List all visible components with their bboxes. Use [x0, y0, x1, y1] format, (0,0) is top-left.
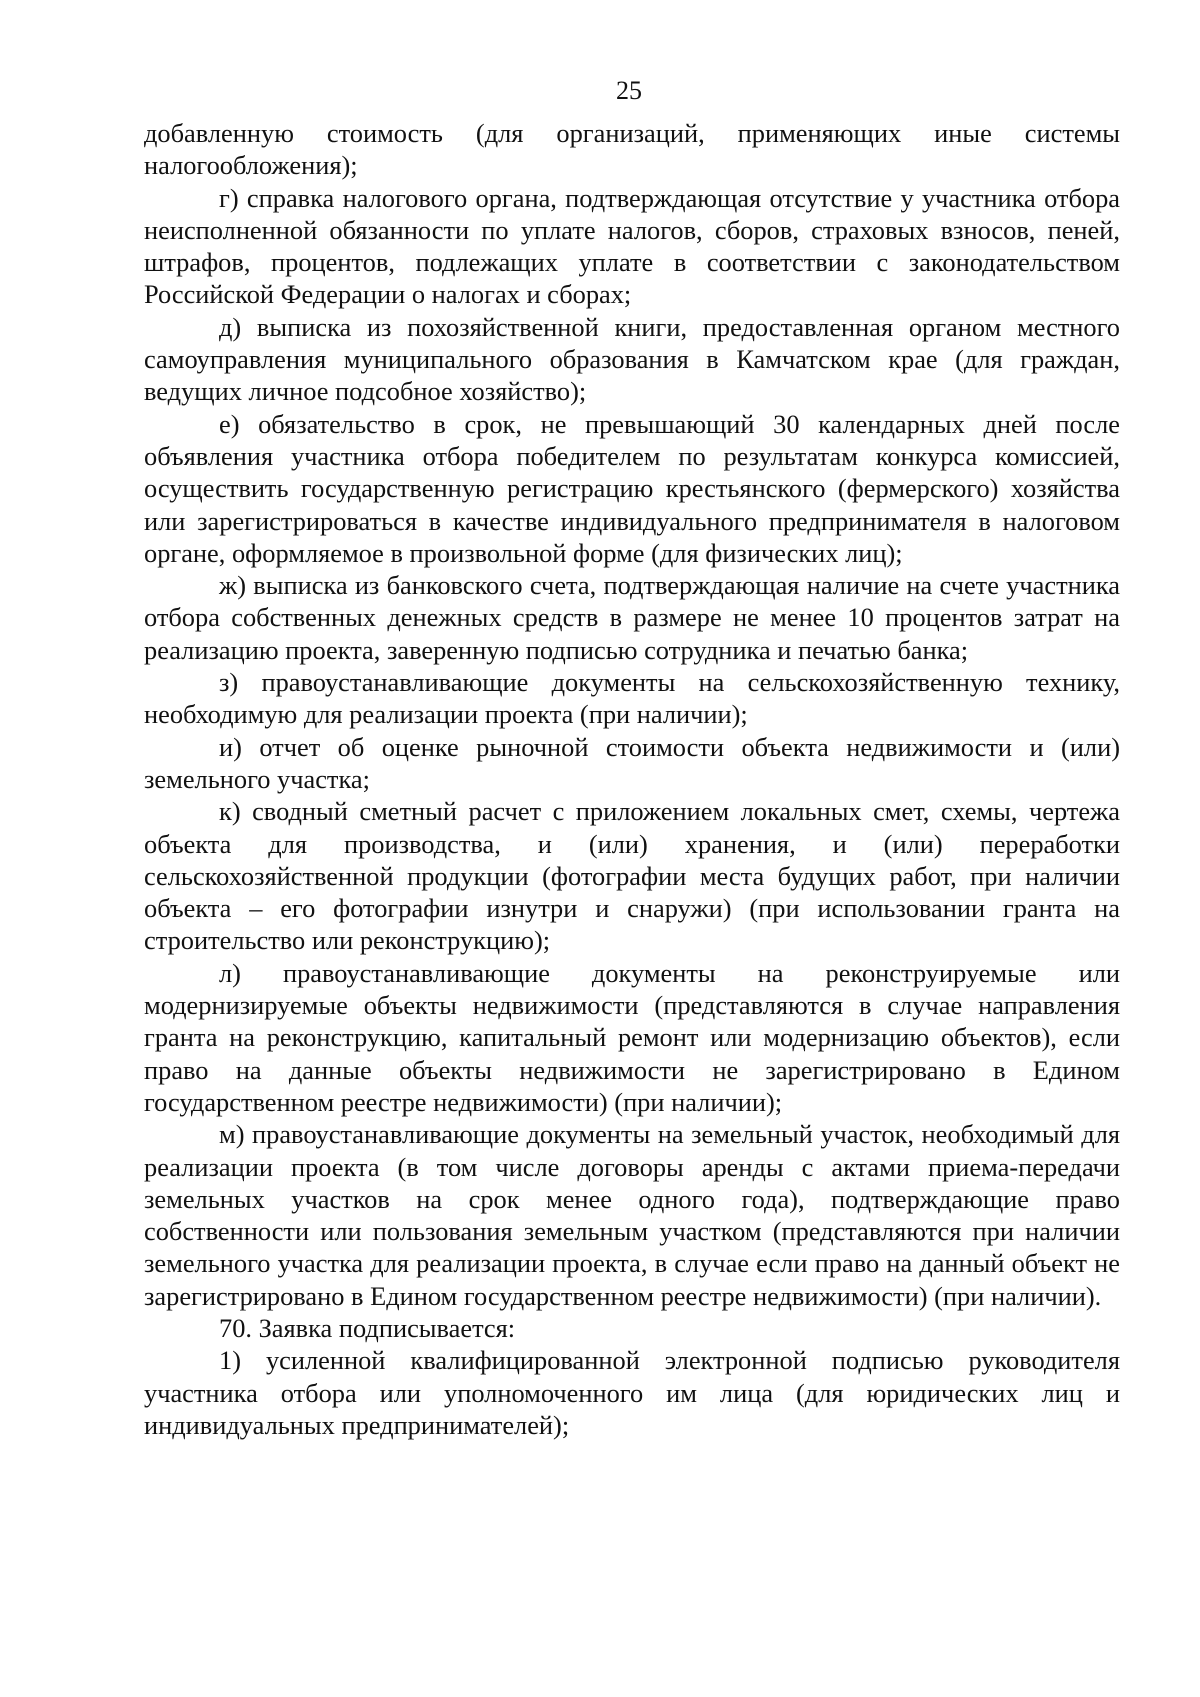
paragraph-item-zh: ж) выписка из банковского счета, подтверждающая наличие на счете участника отбора собственных денежных средств в размере не менее 10 процентов затрат на реализацию проекта, заверенную подписью сотрудника и печатью банка; — [144, 570, 1120, 665]
paragraph-item-e: е) обязательство в срок, не превышающий 30 календарных дней после объявления участника отбора победителем по результатам конкурса комиссией, осуществить государственную регистрацию крестьянского (фермерского) хозяйства или зарегистрироваться в качестве индивидуального предпринимателя в налоговом органе, оформляемое в произвольной форме (для физических лиц); — [144, 408, 1120, 568]
paragraph-clause-70-item-1: 1) усиленной квалифицированной электронной подписью руководителя участника отбора или уполномоченного им лица (для юридических лиц и индивидуальных предпринимателей); — [144, 1345, 1120, 1440]
page-number: 25 — [616, 76, 642, 105]
paragraph-item-k: к) сводный сметный расчет с приложением локальных смет, схемы, чертежа объекта для производства, и (или) хранения, и (или) переработки сельскохозяйственной продукции (фотографии места будущих работ, при наличии объекта – его фотографии изнутри и снаружи) (при использовании гранта на строительство или реконструкцию); — [144, 796, 1120, 956]
paragraph-item-i: и) отчет об оценке рыночной стоимости объекта недвижимости и (или) земельного участка; — [144, 731, 1120, 794]
paragraph-item-z: з) правоустанавливающие документы на сельскохозяйственную технику, необходимую для реализации проекта (при наличии); — [144, 667, 1120, 730]
paragraph-item-d: д) выписка из похозяйственной книги, предоставленная органом местного самоуправления муниципального образования в Камчатском крае (для граждан, ведущих личное подсобное хозяйство); — [144, 311, 1120, 407]
paragraph-continuation: добавленную стоимость (для организаций, применяющих иные системы налогообложения); — [144, 118, 1120, 181]
paragraph-item-l: л) правоустанавливающие документы на реконструируемые или модернизируемые объекты недвижимости (представляются в случае направления гранта на реконструкцию, капитальный ремонт или модернизацию объектов), если право на данные объекты недвижимости не зарегистрировано в Едином государственном реестре недвижимости) (при наличии); — [144, 957, 1120, 1117]
paragraph-item-m: м) правоустанавливающие документы на земельный участок, необходимый для реализации проекта (в том числе договоры аренды с актами приема-передачи земельных участков на срок менее одного года), подтверждающие право собственности или пользования земельным участком (представляются при наличии земельного участка для реализации проекта, в случае если право на данный объект не зарегистрировано в Едином государственном реестре недвижимости) (при наличии). — [144, 1119, 1120, 1311]
paragraph-clause-70: 70. Заявка подписывается: — [219, 1312, 516, 1343]
paragraph-item-g: г) справка налогового органа, подтверждающая отсутствие у участника отбора неисполненной обязанности по уплате налогов, сборов, страховых взносов, пеней, штрафов, процентов, подлежащих уплате в соответствии с законодательством Российской Федерации о налогах и сборах; — [144, 182, 1120, 310]
document-body — [144, 117, 1120, 1441]
